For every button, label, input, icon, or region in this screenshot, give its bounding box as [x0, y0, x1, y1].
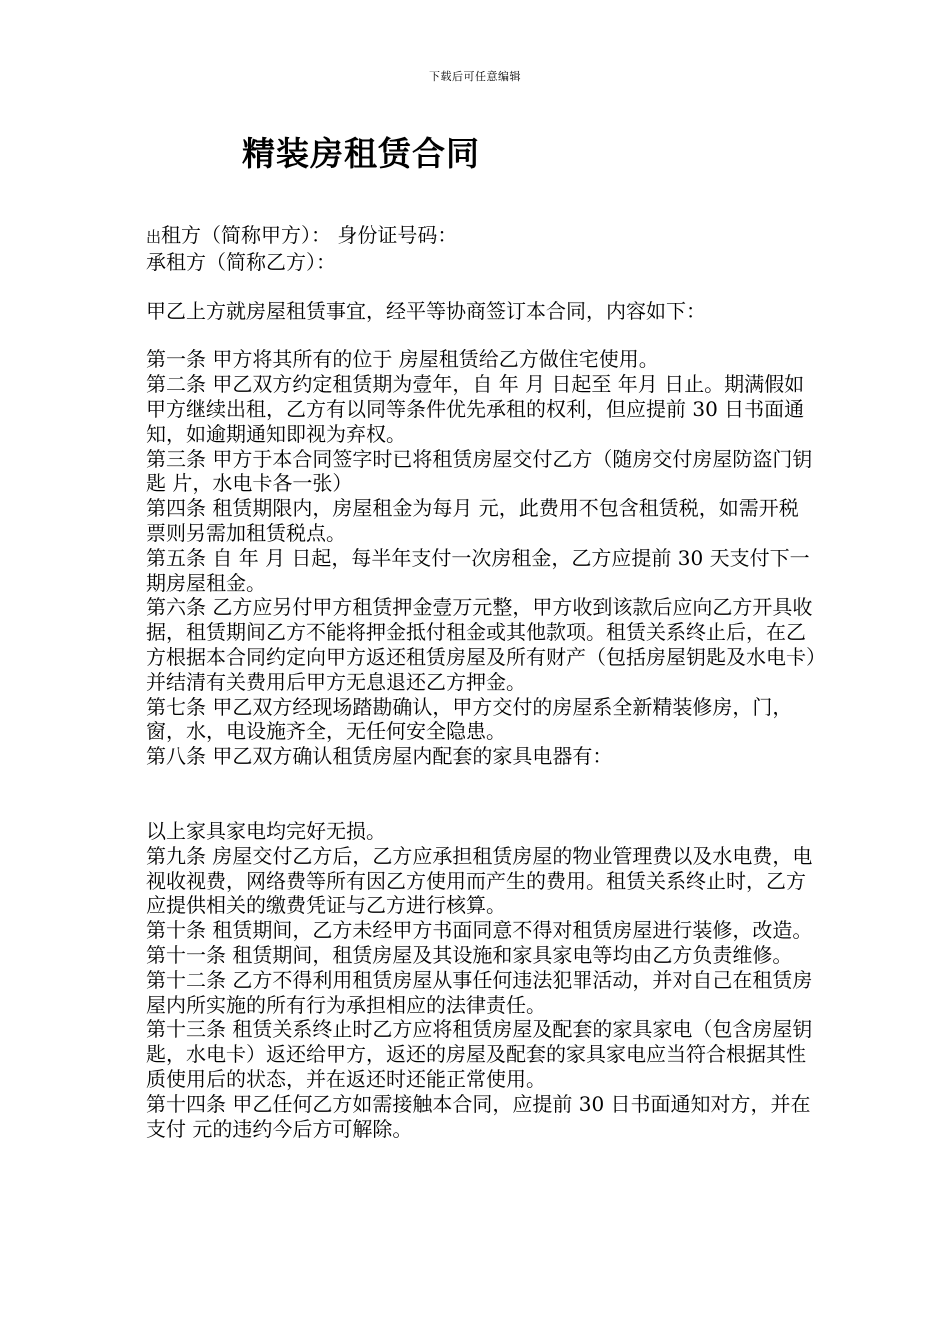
clause-7: 第七条 甲乙双方经现场踏勘确认，甲方交付的房屋系全新精装修房，门，窗，水，电设施齐全，无任何安全隐患。: [146, 694, 793, 744]
spacer: [146, 323, 818, 347]
lessor-line: [146, 223, 818, 250]
lessee-line: 承租方（简称乙方）：: [146, 249, 336, 274]
clause-2: 第二条 甲乙双方约定租赁期为壹年，自 年 月 日起至 年月 日止。期满假如甲方继续出租，乙方有以同等条件优先承租的权利，但应提前 30 日书面通知，如逾期通知即视为弃权。: [146, 372, 805, 446]
clause-1: 第一条 甲方将其所有的位于 房屋租赁给乙方做住宅使用。: [146, 347, 659, 372]
contract-body: [146, 223, 818, 1141]
header-note: 下载后可任意编辑: [429, 70, 521, 83]
intro-paragraph: 甲乙上方就房屋租赁事宜，经平等协商签订本合同，内容如下：: [146, 298, 706, 323]
spacer: [146, 275, 818, 299]
furniture-note: 以上家具家电均完好无损。: [146, 818, 386, 843]
clause-11: 第十一条 租赁期间，租赁房屋及其设施和家具家电等均由乙方负责维修。: [146, 942, 793, 967]
lessor-prefix: 出: [146, 228, 162, 246]
furniture-list-blank: [146, 769, 818, 819]
clause-5: 第五条 自 年 月 日起，每半年支付一次房租金，乙方应提前 30 天支付下一期房屋租金。: [146, 545, 810, 595]
clause-12: 第十二条 乙方不得利用租赁房屋从事任何违法犯罪活动，并对自己在租赁房屋内所实施的所有行为承担相应的法律责任。: [146, 967, 813, 1017]
clause-6: 第六条 乙方应另付甲方租赁押金壹万元整，甲方收到该款后应向乙方开具收据，租赁期间乙方不能将押金抵付租金或其他款项。租赁关系终止后，在乙方根据本合同约定向甲方返还租赁房屋及所有财产（包括房屋钥匙及水电卡）并结清有关费用后甲方无息退还乙方押金。: [146, 595, 816, 694]
clause-10: 第十条 租赁期间，乙方未经甲方书面同意不得对租赁房屋进行装修，改造。: [146, 918, 813, 943]
document-title: 精装房租赁合同: [242, 134, 480, 173]
clause-4: 第四条 租赁期限内，房屋租金为每月 元，此费用不包含租赁税，如需开税票则另需加租赁税点。: [146, 496, 799, 545]
clause-13: 第十三条 租赁关系终止时乙方应将租赁房屋及配套的家具家电（包含房屋钥匙，水电卡）返还给甲方，返还的房屋及配套的家具家电应当符合根据其性质使用后的状态，并在返还时还能正常使用。: [146, 1017, 813, 1091]
clause-3: 第三条 甲方于本合同签字时已将租赁房屋交付乙方（随房交付房屋防盗门钥匙 片，水电卡各一张）: [146, 446, 813, 496]
clause-8: 第八条 甲乙双方确认租赁房屋内配套的家具电器有：: [146, 744, 613, 769]
clause-9: 第九条 房屋交付乙方后，乙方应承担租赁房屋的物业管理费以及水电费，电视收视费，网络费等所有因乙方使用而产生的费用。租赁关系终止时，乙方应提供相关的缴费凭证与乙方进行核算。: [146, 843, 813, 918]
clause-14: 第十四条 甲乙任何乙方如需接触本合同，应提前 30 日书面通知对方，并在支付 元的违约今后方可解除。: [146, 1091, 811, 1141]
lessor-text: 租方（简称甲方）： 身份证号码：: [161, 223, 458, 247]
